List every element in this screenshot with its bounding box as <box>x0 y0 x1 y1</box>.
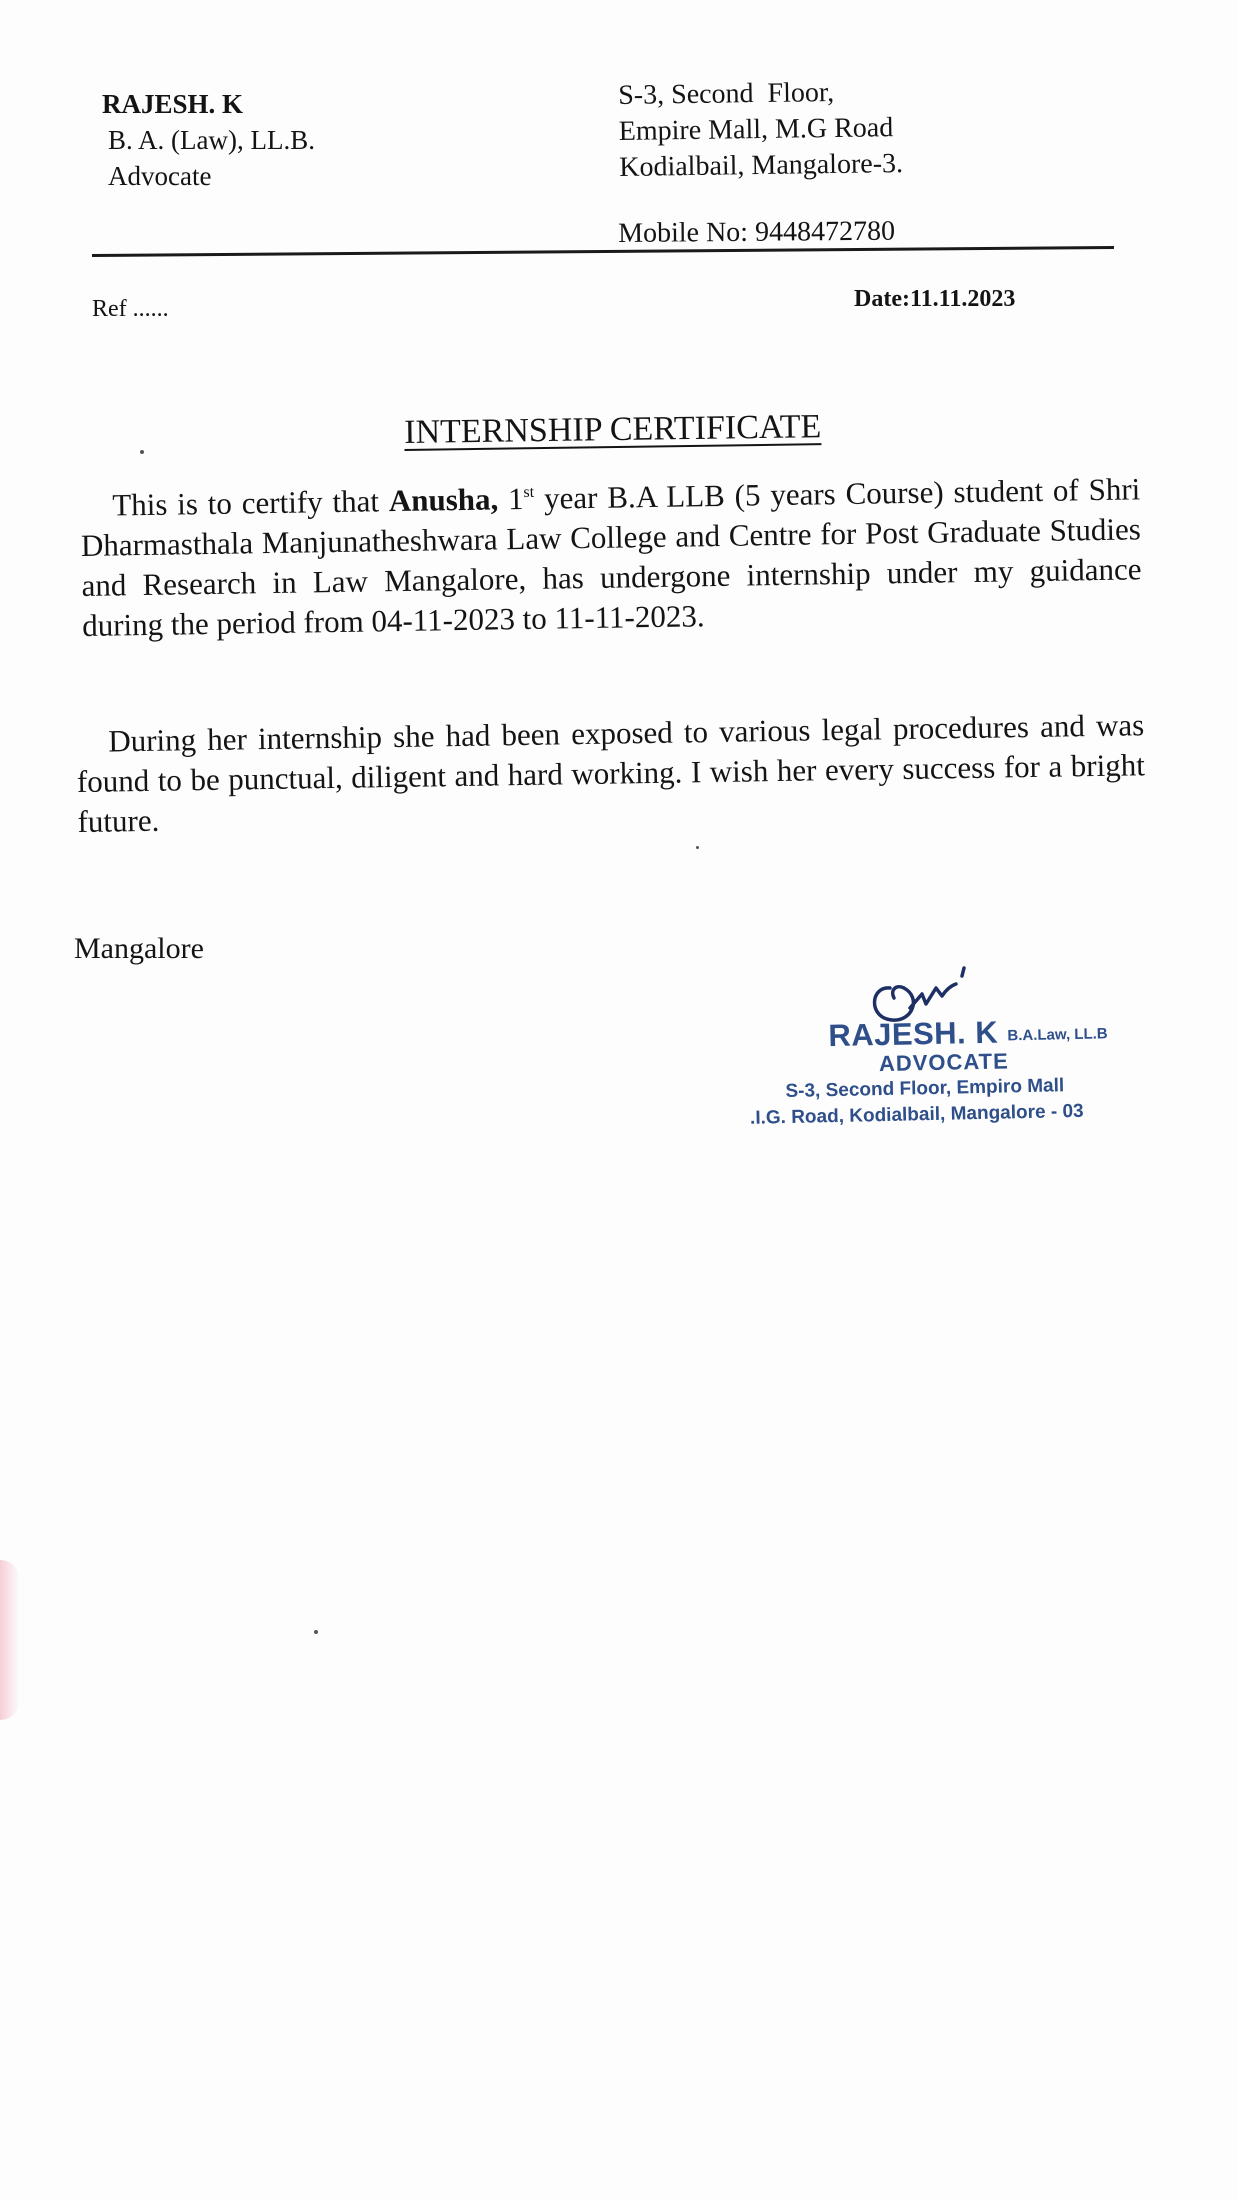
address-line: Kodialbail, Mangalore-3. <box>619 148 904 183</box>
letterhead-address <box>618 74 903 186</box>
advocate-qualification: B. A. (Law), LL.B. <box>108 125 315 155</box>
address-line: S-3, Second Floor, <box>618 76 835 111</box>
advocate-name: RAJESH. K <box>102 89 244 119</box>
stamp-name: RAJESH. K <box>827 1014 999 1054</box>
paper-speck <box>140 450 144 454</box>
paper-speck <box>314 1630 318 1634</box>
reference: Ref ...... <box>92 296 169 322</box>
edge-smudge <box>0 1560 20 1720</box>
year-number: 1 <box>507 481 524 517</box>
mobile-number: Mobile No: 9448472780 <box>618 215 896 249</box>
certificate-title: INTERNSHIP CERTIFICATE <box>404 408 822 451</box>
intro-text: This is to certify that <box>112 483 380 523</box>
stamp-address-line-2: .I.G. Road, Kodialbail, Mangalore - 03 <box>749 1100 1084 1129</box>
stamp-qualifications: B.A.Law, LL.B <box>1007 1025 1108 1045</box>
student-name: Anusha, <box>388 481 499 519</box>
stamp-address-line-1: S-3, Second Floor, Empiro Mall <box>785 1075 1065 1103</box>
stamp-name-line <box>828 1012 1108 1054</box>
place: Mangalore <box>74 932 204 965</box>
letterhead-left <box>102 86 315 194</box>
body-paragraph-2 <box>76 705 1146 842</box>
letterhead-divider <box>92 246 1114 257</box>
advocate-designation: Advocate <box>108 161 212 191</box>
paragraph-2-text: During her internship she had been exposed to various legal procedures and was found to be punctual, diligent and hard working. I wish her every success for a bright future. <box>76 707 1146 839</box>
letter-date: Date:11.11.2023 <box>854 286 1016 312</box>
body-paragraph-1 <box>80 469 1142 646</box>
address-line: Empire Mall, M.G Road <box>618 112 894 147</box>
year-suffix: st <box>523 483 535 502</box>
paragraph-1-text: year B.A LLB (5 years Course) student of Shri Dharmasthala Manjunatheshwara Law College and Centre for Post Graduate Studies and Research in Law Mangalore, has undergone internship under my guidance during the period from 04-11-2023 to 11-11-2023. <box>80 471 1142 643</box>
stamp-title: ADVOCATE <box>878 1048 1010 1077</box>
paper-speck <box>696 846 699 849</box>
